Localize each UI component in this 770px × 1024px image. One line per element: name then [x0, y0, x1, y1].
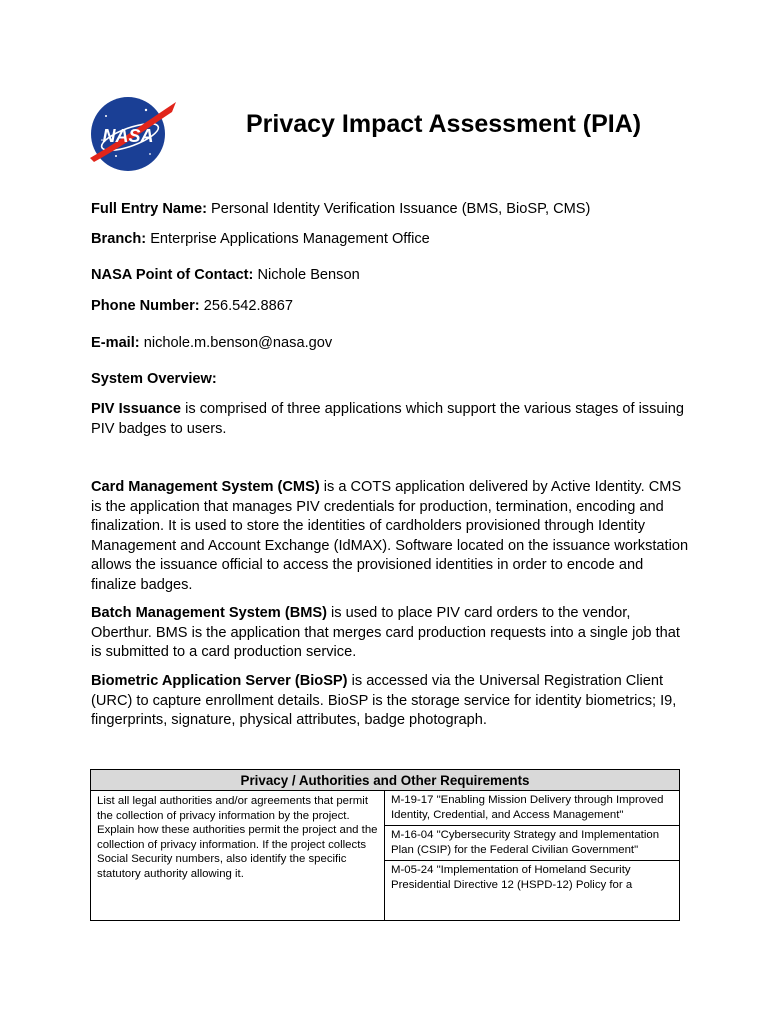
- svg-text:NASA: NASA: [102, 126, 154, 146]
- biosp-paragraph: [91, 672, 691, 731]
- point-of-contact-row: [91, 265, 360, 285]
- nasa-logo: [88, 94, 180, 174]
- email-value: nichole.m.benson@nasa.gov: [143, 335, 333, 351]
- authority-item: M-19-17 "Enabling Mission Delivery through Improved Identity, Credential, and Access Management": [385, 791, 679, 826]
- cms-text: is a COTS application delivered by Active Identity. CMS is the application that manages PIV credentials for production, termination, encoding and finalization. It is used to store the identities of cardholders provisioned through Identity Management and Account Exchange (IdMAX). Software located on the issuance workstation allows the issuance official to access the provisioned identities in order to encode and finalize badges.: [91, 479, 689, 593]
- email-label: E-mail:: [91, 335, 140, 351]
- piv-issuance-text: is comprised of three applications which support the various stages of issuing PIV badges to users.: [91, 401, 684, 437]
- bms-term: Batch Management System (BMS): [91, 605, 327, 621]
- requirements-table-header: Privacy / Authorities and Other Requirements: [91, 770, 679, 791]
- point-of-contact-label: NASA Point of Contact:: [91, 267, 254, 283]
- branch-row: [91, 229, 430, 249]
- branch-label: Branch:: [91, 231, 147, 247]
- requirements-table: [90, 769, 680, 921]
- phone-label: Phone Number:: [91, 298, 200, 314]
- requirements-authorities-cell: [385, 791, 679, 896]
- phone-row: [91, 296, 293, 316]
- branch-value: Enterprise Applications Management Office: [150, 231, 430, 247]
- authority-item: M-05-24 "Implementation of Homeland Security Presidential Directive 12 (HSPD-12) Policy for a: [391, 864, 633, 891]
- authority-item: M-16-04 "Cybersecurity Strategy and Implementation Plan (CSIP) for the Federal Civilian Government": [385, 826, 679, 861]
- bms-paragraph: [91, 604, 691, 663]
- full-entry-name-label: Full Entry Name:: [91, 201, 207, 217]
- cms-paragraph: [91, 478, 691, 595]
- point-of-contact-value: Nichole Benson: [257, 267, 360, 283]
- bms-text: is used to place PIV card orders to the vendor, Oberthur. BMS is the application that merges card production requests into a single job that is submitted to a card production service.: [91, 605, 680, 660]
- cms-term: Card Management System (CMS): [91, 479, 320, 495]
- email-row: [91, 333, 332, 353]
- full-entry-name-row: [91, 199, 590, 219]
- phone-value: 256.542.8867: [203, 298, 293, 314]
- page-title: Privacy Impact Assessment (PIA): [246, 110, 642, 138]
- system-overview-heading: System Overview:: [91, 371, 217, 387]
- biosp-text: is accessed via the Universal Registration Client (URC) to capture enrollment details. BioSP is the storage service for identity biometrics; I9, fingerprints, signature, physical attributes, badge photograph.: [91, 673, 677, 728]
- full-entry-name-value: Personal Identity Verification Issuance (BMS, BioSP, CMS): [211, 201, 591, 217]
- requirements-instruction-cell: List all legal authorities and/or agreements that permit the collection of privacy information by the project. Explain how these authorities permit the project and the collection of privacy information. If the project collects Social Security numbers, also identify the specific statutory authority allowing it.: [91, 791, 385, 921]
- biosp-term: Biometric Application Server (BioSP): [91, 673, 348, 689]
- piv-issuance-paragraph: [91, 400, 691, 439]
- piv-issuance-term: PIV Issuance: [91, 401, 182, 417]
